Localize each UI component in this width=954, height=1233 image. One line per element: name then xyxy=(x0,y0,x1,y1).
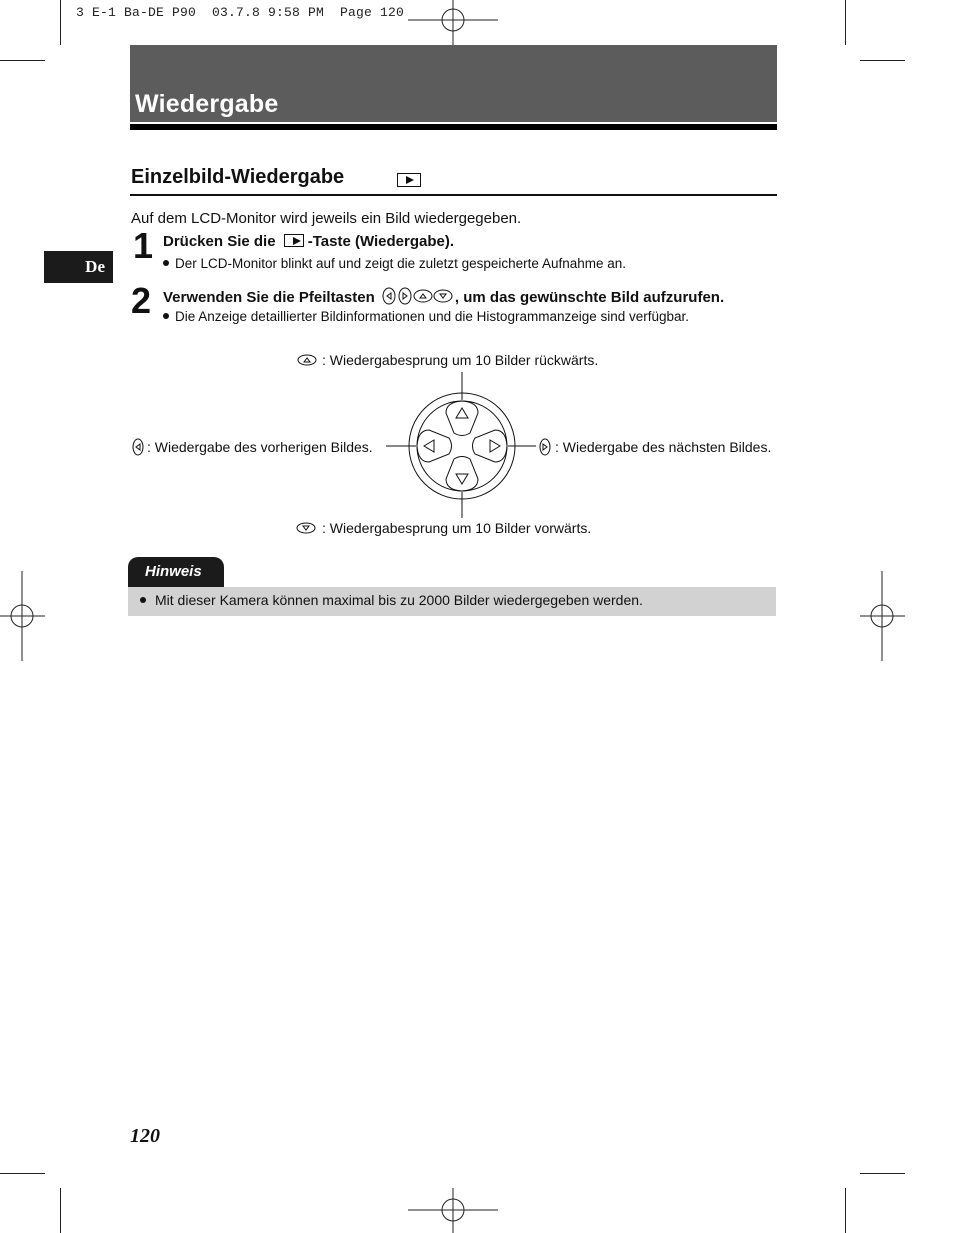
up-key-icon xyxy=(298,354,318,366)
print-slug: 3 E-1 Ba-DE P90 03.7.8 9:58 PM Page 120 xyxy=(76,5,405,20)
section-title: Einzelbild-Wiedergabe xyxy=(131,166,345,188)
hint-label: Hinweis xyxy=(145,563,202,580)
step-bullet-text: Der LCD-Monitor blinkt auf und zeigt die zuletzt gespeicherte Aufnahme an. xyxy=(175,256,626,271)
step-heading-before: Verwenden Sie die Pfeiltasten xyxy=(163,289,375,306)
label-down: : Wiedergabesprung um 10 Bilder vorwärts. xyxy=(322,520,592,536)
step-heading-after: , um das gewünschte Bild aufzurufen. xyxy=(454,289,725,306)
label-left: : Wiedergabe des vorherigen Bildes. xyxy=(147,439,373,455)
step-number: 1 xyxy=(133,225,154,266)
hint-text: Mit dieser Kamera können maximal bis zu 2000 Bilder wiedergegeben werden. xyxy=(155,592,643,608)
left-key-icon xyxy=(132,438,144,456)
chapter-title: Wiedergabe xyxy=(135,90,279,118)
step-heading-after: -Taste (Wiedergabe). xyxy=(307,233,454,250)
down-key-icon xyxy=(297,522,317,534)
intro-text: Auf dem LCD-Monitor wird jeweils ein Bild wiedergegeben. xyxy=(131,210,522,227)
page-number: 120 xyxy=(130,1125,160,1147)
step-bullet-text: Die Anzeige detaillierter Bildinformationen und die Histogrammanzeige sind verfügbar. xyxy=(175,309,690,324)
step-number: 2 xyxy=(131,280,152,321)
label-up: : Wiedergabesprung um 10 Bilder rückwärts. xyxy=(322,352,599,368)
step-heading-before: Drücken Sie die xyxy=(163,233,276,250)
bullet-icon xyxy=(140,597,146,603)
label-right: : Wiedergabe des nächsten Bildes. xyxy=(555,439,772,455)
language-tab: De xyxy=(44,251,113,283)
right-key-icon xyxy=(539,438,551,456)
